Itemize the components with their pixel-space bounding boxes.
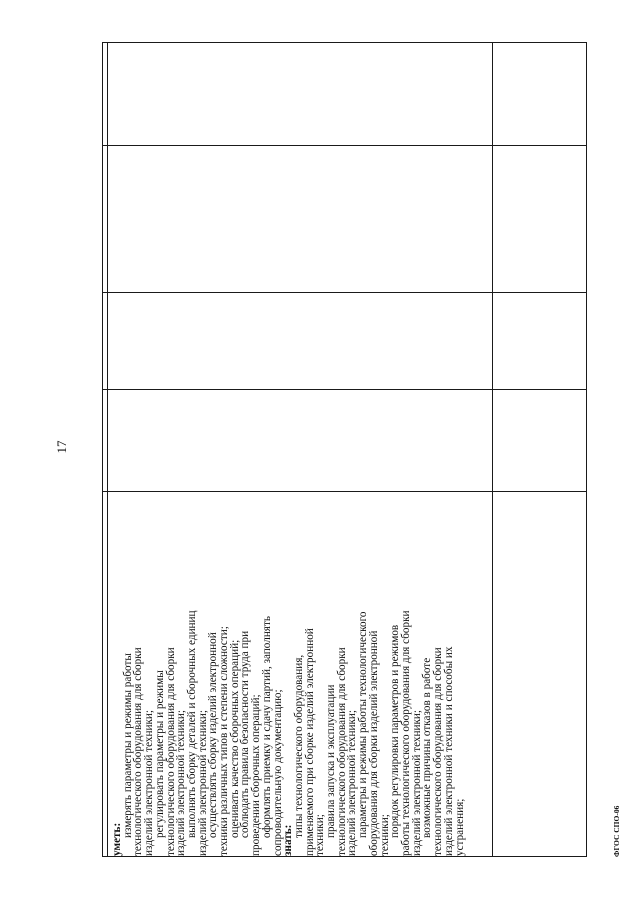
text-line: техники; xyxy=(314,814,327,856)
text-line: регулировать параметры и режимы xyxy=(153,670,166,838)
text-line: типы технологического оборудования, xyxy=(292,654,305,838)
text-line: сопроводительную документацию; xyxy=(271,689,284,856)
text-line: технологического оборудования для сборки xyxy=(132,647,145,856)
text-line: оборудования для сборки изделий электронной xyxy=(367,630,380,856)
text-line: оформлять приемку и сдачу партий, заполнять xyxy=(260,616,273,838)
text-line: измерять параметры и режимы работы xyxy=(121,653,134,838)
footer-label: ФГОС СПО-06 xyxy=(612,805,621,857)
text-line: изделий электронной техники; xyxy=(346,709,359,856)
text-line: технологического оборудования для сборки xyxy=(335,647,348,856)
text-line: параметры и режимы работы технологического xyxy=(357,611,370,838)
text-line: соблюдать правила безопасности труда при xyxy=(239,630,252,838)
text-line: порядок регулировки параметров и режимов xyxy=(389,624,402,838)
text-line: правила запуска и эксплуатации xyxy=(325,684,338,838)
table-column-divider xyxy=(492,42,493,857)
text-line: технологического оборудования для сборки xyxy=(432,647,445,856)
section-heading: уметь: xyxy=(111,822,123,856)
table-column-divider xyxy=(107,42,108,857)
text-line: изделий электронной техники; xyxy=(143,709,156,856)
table-row-divider xyxy=(102,145,587,146)
text-line: возможные причины отказов в работе xyxy=(421,657,434,838)
text-line: изделий электронной техники; xyxy=(196,709,209,856)
text-line: выполнять сборку деталей и сборочных единиц xyxy=(185,610,198,838)
text-line: техники; xyxy=(378,814,391,856)
section-heading: знать: xyxy=(282,824,295,856)
text-line: изделий электронной техники; xyxy=(410,709,423,856)
text-line: применяемого при сборке изделий электронной xyxy=(303,628,316,856)
text-line: изделий электронной техники; xyxy=(175,709,188,856)
page-number: 17 xyxy=(54,440,69,454)
text-line: устранения; xyxy=(453,798,466,856)
text-line: техники различных типов и степени сложности; xyxy=(218,626,231,856)
text-line: технологического оборудования для сборки xyxy=(164,647,177,856)
text-line: проведении сборочных операций; xyxy=(250,694,263,856)
text-line: оценивать качество сборочных операций; xyxy=(228,639,241,838)
text-line: изделий электронной техники и способы их xyxy=(442,646,455,856)
table-row-divider xyxy=(102,292,587,293)
table-row-divider xyxy=(102,389,587,390)
competency-cell-text xyxy=(112,492,465,856)
text-line: осуществлять сборку изделий электронной xyxy=(207,632,220,838)
text-line: работы технологического оборудования для сборки xyxy=(399,610,412,856)
